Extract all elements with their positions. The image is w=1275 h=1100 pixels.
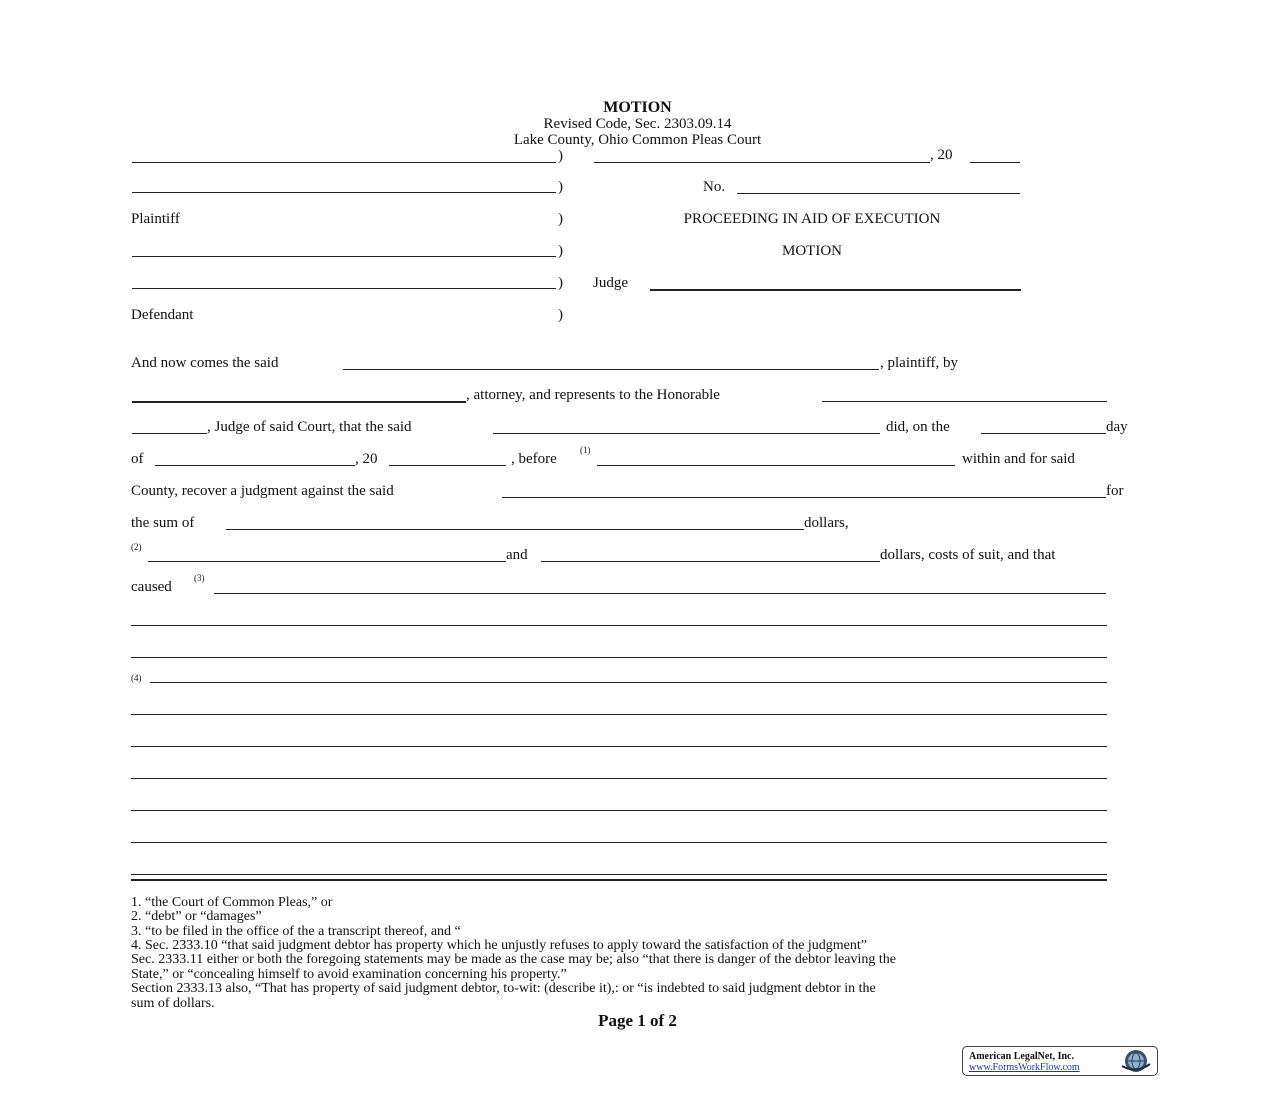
text-line[interactable] (131, 714, 1107, 715)
text-line[interactable] (131, 842, 1107, 843)
case-number-input[interactable] (737, 181, 1020, 194)
legalnet-logo[interactable] (962, 1046, 1158, 1076)
body-text: , 20 (355, 451, 378, 467)
caption-paren: ) (558, 243, 563, 259)
date-year-input[interactable] (970, 150, 1020, 163)
defendant-label: Defendant (131, 307, 194, 323)
body-text: , before (511, 451, 557, 467)
footnote-marker-4: (4) (131, 673, 142, 683)
date-input[interactable] (594, 150, 930, 163)
logo-url[interactable]: www.FormsWorkFlow.com (969, 1062, 1080, 1073)
form-title: MOTION (603, 99, 672, 116)
footnote-5: Sec. 2333.11 either or both the foregoing statements may be made as the case may be; also “that there is danger of the debtor leaving the (131, 952, 896, 967)
footnote-divider (131, 879, 1107, 881)
body-text: and (506, 547, 528, 563)
logo-name: American LegalNet, Inc. (969, 1051, 1074, 1062)
honorable-input[interactable] (822, 389, 1107, 402)
text-line[interactable] (131, 778, 1107, 779)
body-text: the sum of (131, 515, 195, 531)
judgment-against-input[interactable] (502, 485, 1106, 498)
plaintiff-name-line-2[interactable] (132, 180, 556, 193)
text-line[interactable] (131, 874, 1107, 875)
sum-input[interactable] (226, 517, 804, 530)
body-text: , attorney, and represents to the Honorable (466, 387, 720, 403)
judge-label: Judge (593, 275, 628, 291)
plaintiff-input[interactable] (343, 357, 879, 370)
defendant-name-line-1[interactable] (132, 244, 556, 257)
footnote-6-cont: sum of dollars. (131, 996, 215, 1011)
case-number-label: No. (703, 179, 726, 195)
defendant-input[interactable] (493, 421, 880, 434)
debt-input[interactable] (148, 549, 506, 562)
attorney-input[interactable] (132, 389, 466, 403)
court-name: Lake County, Ohio Common Pleas Court (513, 132, 762, 148)
body-text: within and for said (962, 451, 1075, 467)
body-text: day (1106, 419, 1128, 435)
text-line[interactable] (150, 682, 1107, 683)
footnote-4: 4. Sec. 2333.10 “that said judgment debtor has property which he unjustly refuses to apply toward the satisfaction of the judgment” (131, 938, 867, 953)
statute-reference: Revised Code, Sec. 2303.09.14 (543, 116, 732, 132)
body-text: And now comes the said (131, 355, 279, 371)
text-line[interactable] (131, 810, 1107, 811)
text-line[interactable] (131, 625, 1107, 626)
footnote-2: 2. “debt” or “damages” (131, 909, 262, 924)
globe-icon (1119, 1048, 1153, 1074)
day-input[interactable] (981, 421, 1106, 434)
footnote-6: Section 2333.13 also, “That has property of said judgment debtor, to-wit: (describe it),: or “is indebted to said judgment debtor in the (131, 981, 876, 996)
text-line[interactable] (131, 746, 1107, 747)
body-text: dollars, (804, 515, 849, 531)
footnote-1: 1. “the Court of Common Pleas,” or (131, 895, 333, 910)
body-text: of (131, 451, 144, 467)
month-input[interactable] (155, 453, 355, 466)
body-text: , Judge of said Court, that the said (207, 419, 412, 435)
court-input[interactable] (597, 453, 955, 466)
proceeding-title: PROCEEDING IN AID OF EXECUTION (683, 211, 941, 227)
defendant-name-line-2[interactable] (132, 276, 556, 289)
motion-subtitle: MOTION (782, 243, 842, 259)
plaintiff-label: Plaintiff (131, 211, 180, 227)
plaintiff-name-line-1[interactable] (132, 150, 556, 163)
body-text: caused (131, 579, 172, 595)
text-line[interactable] (131, 657, 1107, 658)
body-text: did, on the (886, 419, 950, 435)
footnote-3: 3. “to be filed in the office of the a transcript thereof, and “ (131, 924, 461, 939)
judge-name-continued-input[interactable] (132, 421, 207, 434)
footnote-marker-2: (2) (131, 542, 142, 552)
year-input[interactable] (389, 453, 506, 466)
footnote-5-cont: State,” or “concealing himself to avoid examination concerning his property.” (131, 967, 567, 982)
caption-paren: ) (558, 179, 563, 195)
caused-input[interactable] (214, 581, 1106, 594)
date-year-prefix: , 20 (930, 147, 953, 163)
caption-paren: ) (558, 211, 563, 227)
body-text: , plaintiff, by (880, 355, 959, 371)
caption-paren: ) (558, 275, 563, 291)
body-text: County, recover a judgment against the said (131, 483, 394, 499)
costs-input[interactable] (541, 549, 880, 562)
judge-name-input[interactable] (650, 277, 1021, 291)
caption-paren: ) (558, 148, 563, 164)
caption-paren: ) (558, 307, 563, 323)
body-text: dollars, costs of suit, and that (880, 547, 1056, 563)
page-number: Page 1 of 2 (598, 1011, 677, 1030)
body-text: for (1106, 483, 1124, 499)
footnote-marker-3: (3) (194, 573, 205, 583)
footnote-marker-1: (1) (580, 445, 591, 455)
